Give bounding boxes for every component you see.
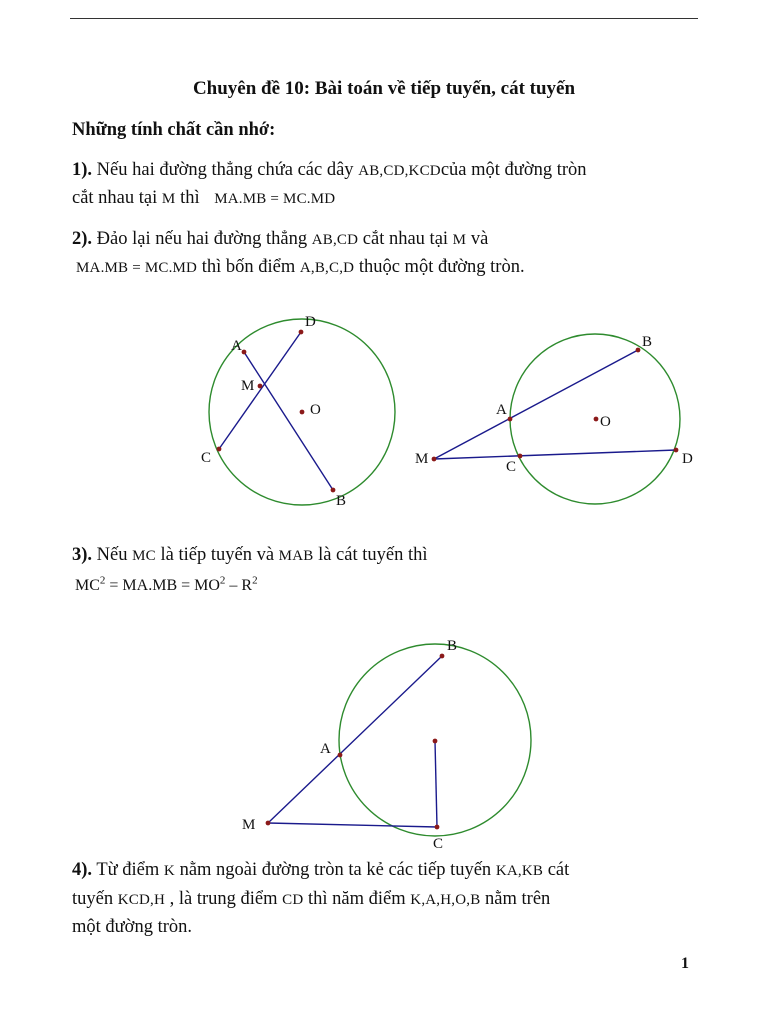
label-b: B — [642, 334, 653, 350]
label-a: A — [320, 741, 331, 757]
point-b — [331, 488, 336, 493]
point-m — [432, 457, 437, 462]
point-b — [440, 654, 445, 659]
label-c: C — [433, 836, 444, 852]
property-4-line-1: 4). Từ điểm K nằm ngoài đường tròn ta kẻ các tiếp tuyến KA,KB cát — [72, 860, 570, 880]
point-c — [217, 447, 222, 452]
radius-oc — [435, 741, 437, 827]
property-2-number: 2). — [72, 229, 93, 249]
label-b: B — [336, 493, 347, 509]
point-d — [299, 330, 304, 335]
label-m: M — [241, 378, 255, 394]
property-2-line-2: MA.MB = MC.MD thì bốn điểm A,B,C,D thuộc một đường tròn. — [76, 257, 525, 277]
page-number: 1 — [681, 955, 689, 972]
property-2-line-1: 2). Đảo lại nếu hai đường thẳng AB,CD cắt nhau tại M và — [72, 229, 489, 249]
property-1-line-1: 1). Nếu hai đường thẳng chứa các dây AB,CD,KCDcủa một đường tròn — [72, 160, 587, 180]
point-a — [508, 417, 513, 422]
secant-mcd — [434, 450, 676, 459]
figure-two-secants — [415, 334, 693, 504]
property-4-number: 4). — [72, 860, 93, 880]
point-c — [435, 825, 440, 830]
figure-intersecting-chords — [201, 314, 395, 509]
page-title: Chuyên đề 10: Bài toán về tiếp tuyến, cát tuyến — [192, 78, 576, 99]
label-c: C — [201, 450, 212, 466]
point-b — [636, 348, 641, 353]
label-o: O — [600, 414, 611, 430]
property-1-line-2: cắt nhau tại M thì MA.MB = MC.MD — [72, 188, 336, 208]
point-a — [338, 753, 343, 758]
label-m: M — [415, 451, 429, 467]
point-d — [674, 448, 679, 453]
chord-ab — [244, 352, 333, 490]
label-o: O — [310, 402, 321, 418]
label-d: D — [305, 314, 316, 330]
point-m — [266, 821, 271, 826]
label-a: A — [496, 402, 507, 418]
property-3-line-1: 3). Nếu MC là tiếp tuyến và MAB là cát tuyến thì — [72, 545, 428, 565]
point-m — [258, 384, 263, 389]
figure-tangent-secant — [242, 638, 531, 852]
label-d: D — [682, 451, 693, 467]
label-c: C — [506, 459, 517, 475]
point-a — [242, 350, 247, 355]
point-c — [518, 454, 523, 459]
tangent-mc — [268, 823, 437, 827]
property-4-line-2: tuyến KCD,H , là trung điểm CD thì năm điểm K,A,H,O,B nằm trên — [72, 889, 551, 909]
secant-mab — [434, 350, 638, 459]
section-heading: Những tính chất cần nhớ: — [72, 120, 276, 140]
property-1-number: 1). — [72, 160, 93, 180]
label-a: A — [231, 338, 242, 354]
property-3-number: 3). — [72, 545, 93, 565]
label-b: B — [447, 638, 458, 654]
secant-mab — [268, 656, 442, 823]
property-4-line-3: một đường tròn. — [72, 917, 193, 937]
label-m: M — [242, 817, 256, 833]
point-o — [433, 739, 438, 744]
point-o — [594, 417, 599, 422]
formula-power-of-point: MA.MB = MC.MD — [214, 191, 336, 207]
point-o — [300, 410, 305, 415]
formula-tangent-secant: $MC^2 = MA.MB = MO^2 - R^2$ — [75, 574, 258, 594]
